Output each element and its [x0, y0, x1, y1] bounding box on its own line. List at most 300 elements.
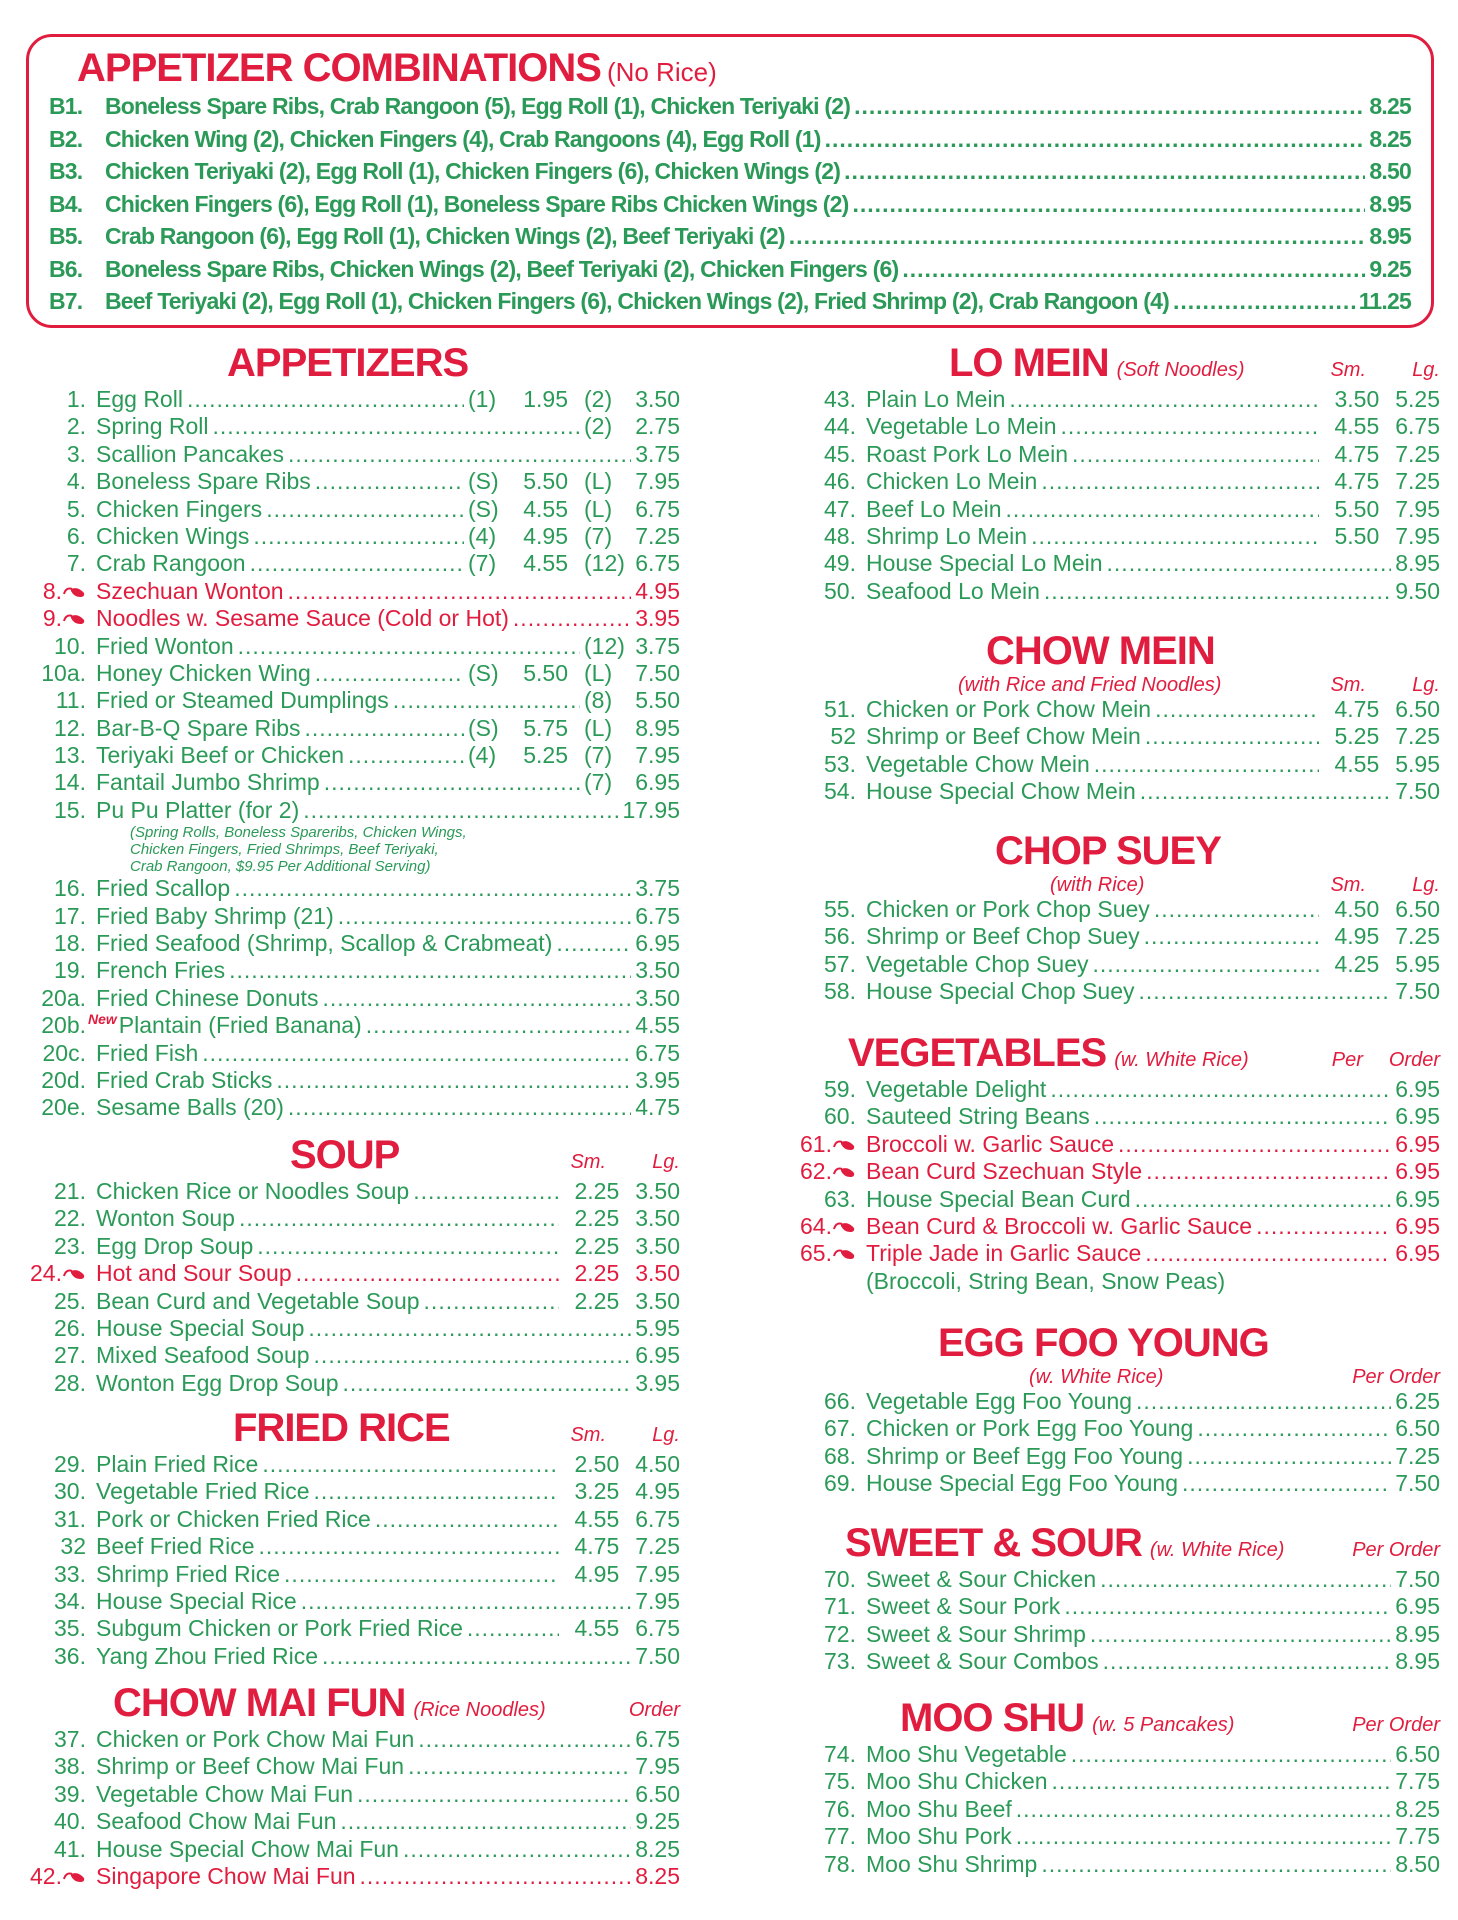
item-number	[790, 923, 856, 950]
price-option-b	[1395, 1823, 1440, 1850]
item-name: House Special Chow Mai Fun	[96, 1835, 399, 1862]
item-number	[790, 723, 856, 750]
price-option-a	[563, 1506, 619, 1533]
item-number	[20, 903, 86, 930]
item-name: Crab Rangoon	[96, 550, 246, 577]
section-title: LO MEIN	[949, 341, 1109, 385]
price-option-b	[1395, 1470, 1440, 1497]
item-number	[20, 660, 86, 687]
item-number	[790, 496, 856, 523]
dot-leader	[1145, 723, 1319, 750]
item-number	[790, 696, 856, 723]
combo-price: 8.25	[1369, 125, 1411, 152]
item-number-text: 60.	[824, 1103, 856, 1130]
price-option-b	[584, 386, 680, 413]
item-name: House Special Egg Foo Young	[866, 1470, 1179, 1497]
price-a: 4.75	[574, 1533, 620, 1560]
combo-item	[49, 223, 1411, 253]
price-option-a	[468, 660, 568, 687]
item-number-text: 5.	[66, 495, 86, 522]
item-number	[20, 386, 86, 413]
item-number-text: 63.	[824, 1185, 856, 1212]
price: 8.25	[635, 1835, 680, 1862]
item-number-text: 51.	[824, 696, 856, 722]
item-number-text: 17.	[54, 902, 86, 929]
item-number-text: 4.	[66, 468, 86, 495]
price-option-a	[563, 1533, 619, 1560]
dot-leader	[276, 1067, 631, 1094]
item-name: Fried Chinese Donuts	[96, 984, 319, 1011]
price-option-b	[1395, 751, 1440, 778]
price-a: 3.50	[1334, 386, 1380, 412]
menu-item	[790, 1213, 1440, 1240]
price: 6.75	[635, 550, 680, 577]
dot-leader	[1094, 1103, 1391, 1130]
dot-leader	[338, 903, 631, 930]
price-option-b	[635, 578, 680, 605]
item-number	[790, 1796, 856, 1823]
menu-item	[790, 1443, 1440, 1470]
item-number	[790, 1213, 856, 1240]
item-name: Fried Wonton	[96, 632, 234, 659]
section-subtitle: (Soft Noodles)	[1116, 359, 1245, 381]
price-option-b	[622, 797, 680, 824]
combo-number: B3.	[49, 158, 83, 184]
price-option-b	[1395, 1796, 1440, 1823]
price-option-b	[635, 1478, 680, 1505]
dot-leader	[257, 1233, 559, 1260]
price-a: 5.50	[1334, 495, 1380, 522]
price: 6.75	[635, 1726, 680, 1752]
menu-item	[790, 1796, 1440, 1823]
dot-leader	[1009, 386, 1319, 413]
price-option-b	[635, 1040, 680, 1067]
dot-leader	[513, 605, 631, 632]
item-number	[790, 896, 856, 923]
item-number-text: 41.	[54, 1835, 86, 1862]
menu-item	[790, 978, 1440, 1005]
item-number-text: 27.	[54, 1342, 86, 1369]
item-number	[20, 1205, 86, 1232]
price: 7.50	[1395, 778, 1440, 805]
item-number	[790, 1593, 856, 1620]
item-number	[20, 1478, 86, 1505]
price: 9.50	[1395, 577, 1440, 604]
price-option-b	[1395, 1768, 1440, 1795]
menu-item	[20, 1836, 680, 1863]
menu-item	[790, 1240, 1440, 1267]
option-b-label: (7)	[584, 522, 613, 549]
menu-item	[790, 778, 1440, 805]
price: 4.55	[635, 1012, 680, 1039]
item-name: Bean Curd & Broccoli w. Garlic Sauce	[866, 1212, 1253, 1239]
item-number	[790, 468, 856, 495]
item-number	[20, 957, 86, 984]
menu-item	[20, 413, 680, 440]
price-option-a	[563, 1260, 619, 1287]
item-number-text: 20b.	[41, 1012, 86, 1039]
item-number	[20, 1533, 86, 1560]
item-number	[790, 1186, 856, 1213]
option-a-label: (S)	[468, 714, 499, 741]
dot-leader	[1139, 978, 1392, 1005]
section-heading	[790, 1520, 1440, 1566]
item-number-text: 61.	[800, 1130, 832, 1157]
price-option-b	[1395, 496, 1440, 523]
dot-leader	[825, 126, 1366, 153]
item-number-text: 1.	[66, 386, 86, 412]
dot-leader	[1006, 496, 1320, 523]
price: 6.75	[635, 902, 680, 929]
item-name: Plain Lo Mein	[866, 386, 1006, 412]
menu-item	[20, 633, 680, 660]
item-number	[790, 778, 856, 805]
dot-leader	[1072, 441, 1319, 468]
price-option-b	[584, 496, 680, 523]
item-number	[20, 1288, 86, 1315]
item-name: Fantail Jumbo Shrimp	[96, 769, 320, 796]
price-option-b	[635, 1342, 680, 1369]
dot-leader	[308, 1315, 631, 1342]
price: 7.95	[635, 742, 680, 769]
item-number	[20, 1451, 86, 1478]
menu-item	[790, 1741, 1440, 1768]
section-chop-suey	[790, 828, 1440, 1006]
price: 3.95	[635, 1066, 680, 1093]
item-number	[20, 1506, 86, 1533]
price: 6.50	[1395, 896, 1440, 922]
option-b-label: (L)	[584, 495, 613, 522]
section-title: FRIED RICE	[233, 1406, 450, 1450]
item-name: Plantain (Fried Banana)	[118, 1012, 362, 1039]
item-name: Shrimp Fried Rice	[96, 1560, 281, 1587]
item-number-text: 12.	[54, 714, 86, 741]
dot-leader	[187, 386, 464, 413]
item-note: (Broccoli, String Bean, Snow Peas)	[866, 1267, 1226, 1294]
combo-name: Chicken Fingers (6), Egg Roll (1), Boneless Spare Ribs Chicken Wings (2)	[105, 190, 849, 217]
price-option-a	[1323, 413, 1379, 440]
section-appetizers	[20, 340, 680, 1122]
price-option-b	[635, 957, 680, 984]
dot-leader	[1182, 1470, 1391, 1497]
menu-item	[20, 605, 680, 632]
price: 6.95	[1395, 1240, 1440, 1267]
dot-leader	[408, 1753, 631, 1780]
price-option-b	[635, 985, 680, 1012]
price: 5.95	[1395, 750, 1440, 777]
section-subtitle: (w. White Rice)	[1029, 1366, 1164, 1388]
item-number	[20, 441, 86, 468]
item-name: Boneless Spare Ribs	[96, 468, 311, 495]
price: 5.25	[1395, 386, 1440, 412]
section-title: EGG FOO YOUNG	[938, 1321, 1269, 1365]
item-name: Vegetable Chow Mein	[866, 750, 1090, 777]
item-number	[20, 1067, 86, 1094]
price-option-a	[1323, 896, 1379, 923]
price-option-b	[635, 1533, 680, 1560]
item-number-text: 2.	[66, 413, 86, 440]
price-option-a	[563, 1615, 619, 1642]
item-number	[790, 386, 856, 413]
hot-spicy-pepper-icon	[62, 1260, 86, 1274]
item-number-text: 59.	[824, 1076, 856, 1102]
combo-number: B4.	[49, 190, 83, 217]
new-badge: New	[88, 1011, 117, 1028]
item-number-text: 29.	[54, 1451, 86, 1477]
section-moo-shu	[790, 1695, 1440, 1878]
item-name: Sweet & Sour Chicken	[866, 1566, 1097, 1592]
item-number	[20, 1836, 86, 1863]
heading-line	[790, 1520, 1440, 1566]
price-option-b	[1395, 1131, 1440, 1158]
item-number-text: 73.	[824, 1648, 856, 1675]
dot-leader	[1140, 778, 1391, 805]
price-option-b	[584, 550, 680, 577]
price-option-b	[635, 1836, 680, 1863]
menu-item	[20, 1342, 680, 1369]
price: 4.75	[635, 1094, 680, 1121]
price: 2.75	[635, 413, 680, 440]
item-name: Egg Roll	[96, 386, 183, 412]
price: 6.50	[1395, 696, 1440, 722]
price-option-a	[563, 1288, 619, 1315]
item-name: Honey Chicken Wing	[96, 659, 311, 686]
item-number-text: 14.	[54, 769, 86, 796]
menu-item	[790, 896, 1440, 923]
item-name: Fried Fish	[96, 1039, 199, 1066]
price-a: 5.50	[523, 468, 568, 495]
item-name: Shrimp Lo Mein	[866, 522, 1028, 549]
item-number-text: 9.	[42, 605, 62, 632]
item-name: French Fries	[96, 957, 226, 984]
item-number-text: 46.	[824, 468, 856, 495]
price-option-b	[1395, 1076, 1440, 1103]
price-option-b	[1395, 1648, 1440, 1675]
price-option-b	[1395, 778, 1440, 805]
item-name: Beef Lo Mein	[866, 495, 1002, 522]
price: 7.50	[1395, 1566, 1440, 1592]
item-number-text: 19.	[54, 957, 86, 984]
item-number	[20, 930, 86, 957]
combo-name: Crab Rangoon (6), Egg Roll (1), Chicken Wings (2), Beef Teriyaki (2)	[105, 223, 785, 249]
dot-leader	[253, 523, 464, 550]
combo-price: 8.95	[1369, 223, 1411, 249]
hot-spicy-pepper-icon	[62, 578, 86, 592]
menu-item	[20, 1478, 680, 1505]
section-heading	[790, 1030, 1440, 1076]
menu-item	[20, 1533, 680, 1560]
price-a: 4.55	[1334, 413, 1380, 440]
dot-leader	[322, 1643, 631, 1670]
combinations-title: APPETIZER COMBINATIONS	[77, 46, 601, 90]
dot-leader	[366, 1012, 632, 1039]
dot-leader	[250, 550, 464, 577]
appetizer-combinations-box	[26, 34, 1434, 328]
price: 6.75	[635, 1039, 680, 1066]
item-number-text: 37.	[54, 1726, 86, 1752]
item-number-text: 78.	[824, 1850, 856, 1877]
price-option-a	[468, 468, 568, 495]
price: 3.50	[635, 1205, 680, 1232]
price: 7.75	[1395, 1823, 1440, 1850]
option-a-label: (4)	[468, 742, 497, 769]
menu-item	[790, 1186, 1440, 1213]
item-number-text: 10a.	[41, 659, 86, 686]
price-option-b	[635, 1012, 680, 1039]
price-option-b	[1395, 386, 1440, 413]
dot-leader	[1071, 1741, 1391, 1768]
menu-item	[20, 769, 680, 796]
price-option-b	[1395, 1158, 1440, 1185]
item-name: Sweet & Sour Shrimp	[866, 1620, 1086, 1647]
option-b-label: (7)	[584, 742, 613, 769]
price-a: 4.55	[1334, 750, 1380, 777]
option-b-label: (12)	[584, 632, 625, 659]
hot-spicy-pepper-icon	[832, 1131, 856, 1145]
section-heading	[790, 1695, 1440, 1741]
item-name: Beef Fried Rice	[96, 1533, 255, 1560]
menu-item	[20, 1643, 680, 1670]
price: 7.95	[1395, 522, 1440, 549]
price-a: 4.75	[1334, 440, 1380, 467]
item-name: House Special Chop Suey	[866, 978, 1135, 1005]
item-name: Shrimp or Beef Chow Mein	[866, 723, 1141, 750]
item-name: Bean Curd and Vegetable Soup	[96, 1287, 420, 1314]
section-title: CHOW MAI FUN	[113, 1681, 406, 1725]
item-number	[790, 578, 856, 605]
combo-name: Beef Teriyaki (2), Egg Roll (1), Chicken Fingers (6), Chicken Wings (2), Fried Shrimp (2), Crab Rangoon (4)	[105, 288, 1169, 314]
item-number	[790, 1621, 856, 1648]
price: 8.95	[635, 714, 680, 741]
item-number	[790, 1648, 856, 1675]
item-number	[790, 441, 856, 468]
price-option-b	[584, 633, 680, 660]
item-name: Scallion Pancakes	[96, 440, 284, 467]
item-number	[20, 523, 86, 550]
menu-item	[790, 1158, 1440, 1185]
dot-leader	[1154, 896, 1319, 923]
menu-item	[20, 742, 680, 769]
dot-leader	[1197, 1415, 1391, 1442]
heading-line	[790, 340, 1440, 386]
item-name: Sesame Balls (20)	[96, 1094, 284, 1121]
price: 6.95	[1395, 1076, 1440, 1102]
item-number	[20, 605, 86, 632]
price-option-b	[1395, 696, 1440, 723]
price-option-b	[1395, 1240, 1440, 1267]
combo-name: Boneless Spare Ribs, Chicken Wings (2), Beef Teriyaki (2), Chicken Fingers (6)	[105, 255, 899, 282]
item-number	[20, 1012, 86, 1039]
item-number	[20, 1781, 86, 1808]
item-name: Fried Baby Shrimp (21)	[96, 902, 334, 929]
price-option-b	[584, 660, 680, 687]
item-name: Szechuan Wonton	[96, 577, 284, 604]
price-option-b	[635, 605, 680, 632]
menu-item	[20, 1561, 680, 1588]
price-option-b	[635, 1808, 680, 1835]
menu-item	[20, 496, 680, 523]
item-number-text: 23.	[54, 1232, 86, 1259]
menu-item	[20, 1588, 680, 1615]
dot-leader	[229, 957, 631, 984]
price-option-b	[635, 1205, 680, 1232]
price-option-b	[1395, 413, 1440, 440]
item-number	[20, 1863, 86, 1890]
price: 6.95	[635, 930, 680, 957]
item-number-text: 45.	[824, 440, 856, 467]
item-number	[20, 1094, 86, 1121]
menu-item	[20, 441, 680, 468]
dot-leader	[1146, 1158, 1391, 1185]
dot-leader	[1135, 1186, 1392, 1213]
item-number	[20, 1588, 86, 1615]
item-number-text: 69.	[824, 1470, 856, 1497]
item-number-text: 76.	[824, 1795, 856, 1822]
item-number-text: 20d.	[41, 1066, 86, 1093]
price-option-a	[563, 1178, 619, 1205]
menu-item	[790, 1076, 1440, 1103]
menu-item	[20, 1451, 680, 1478]
item-number-text: 57.	[824, 950, 856, 977]
section-subtitle: (w. White Rice)	[1114, 1049, 1249, 1071]
section-heading	[790, 628, 1440, 696]
option-b-label: (L)	[584, 659, 613, 686]
dot-leader	[1187, 1443, 1391, 1470]
item-number-text: 66.	[824, 1388, 856, 1414]
price-option-a	[563, 1233, 619, 1260]
item-number-text: 36.	[54, 1642, 86, 1669]
price-option-b	[1395, 923, 1440, 950]
price-option-b	[1395, 1741, 1440, 1768]
price: 3.50	[635, 1260, 680, 1287]
item-name: Sweet & Sour Combos	[866, 1648, 1099, 1675]
price: 3.75	[635, 875, 680, 902]
menu-item	[20, 1506, 680, 1533]
price-option-b	[584, 687, 680, 714]
price: 6.95	[1395, 1158, 1440, 1185]
menu-item	[790, 1470, 1440, 1497]
option-a-label: (7)	[468, 550, 497, 577]
item-name: Yang Zhou Fried Rice	[96, 1642, 319, 1669]
section-subtitle: (with Rice and Fried Noodles)	[958, 674, 1222, 696]
price: 9.25	[635, 1808, 680, 1835]
section-title: CHOW MEIN	[986, 629, 1215, 673]
item-number-text: 52	[830, 723, 856, 750]
section-title: MOO SHU	[900, 1696, 1085, 1740]
dot-leader	[1016, 1823, 1391, 1850]
item-name: House Special Chow Mein	[866, 778, 1136, 805]
section-heading	[790, 1320, 1440, 1388]
item-name: Vegetable Egg Foo Young	[866, 1388, 1133, 1414]
dot-leader	[1093, 951, 1320, 978]
item-name: Chicken or Pork Chop Suey	[866, 896, 1150, 922]
item-number-text: 3.	[66, 440, 86, 467]
price: 4.95	[635, 1478, 680, 1505]
item-number	[790, 523, 856, 550]
hot-spicy-pepper-icon	[832, 1213, 856, 1227]
item-name: Sauteed String Beans	[866, 1103, 1090, 1130]
price: 6.50	[1395, 1741, 1440, 1767]
item-name: Moo Shu Chicken	[866, 1768, 1048, 1795]
item-number	[20, 1615, 86, 1642]
menu-item	[20, 1615, 680, 1642]
price: 3.75	[635, 440, 680, 467]
menu-item	[790, 923, 1440, 950]
price-option-b	[1395, 1103, 1440, 1130]
menu-item	[20, 1260, 680, 1287]
price: 3.50	[635, 1287, 680, 1314]
column-header-small: Sm.	[1330, 874, 1366, 896]
